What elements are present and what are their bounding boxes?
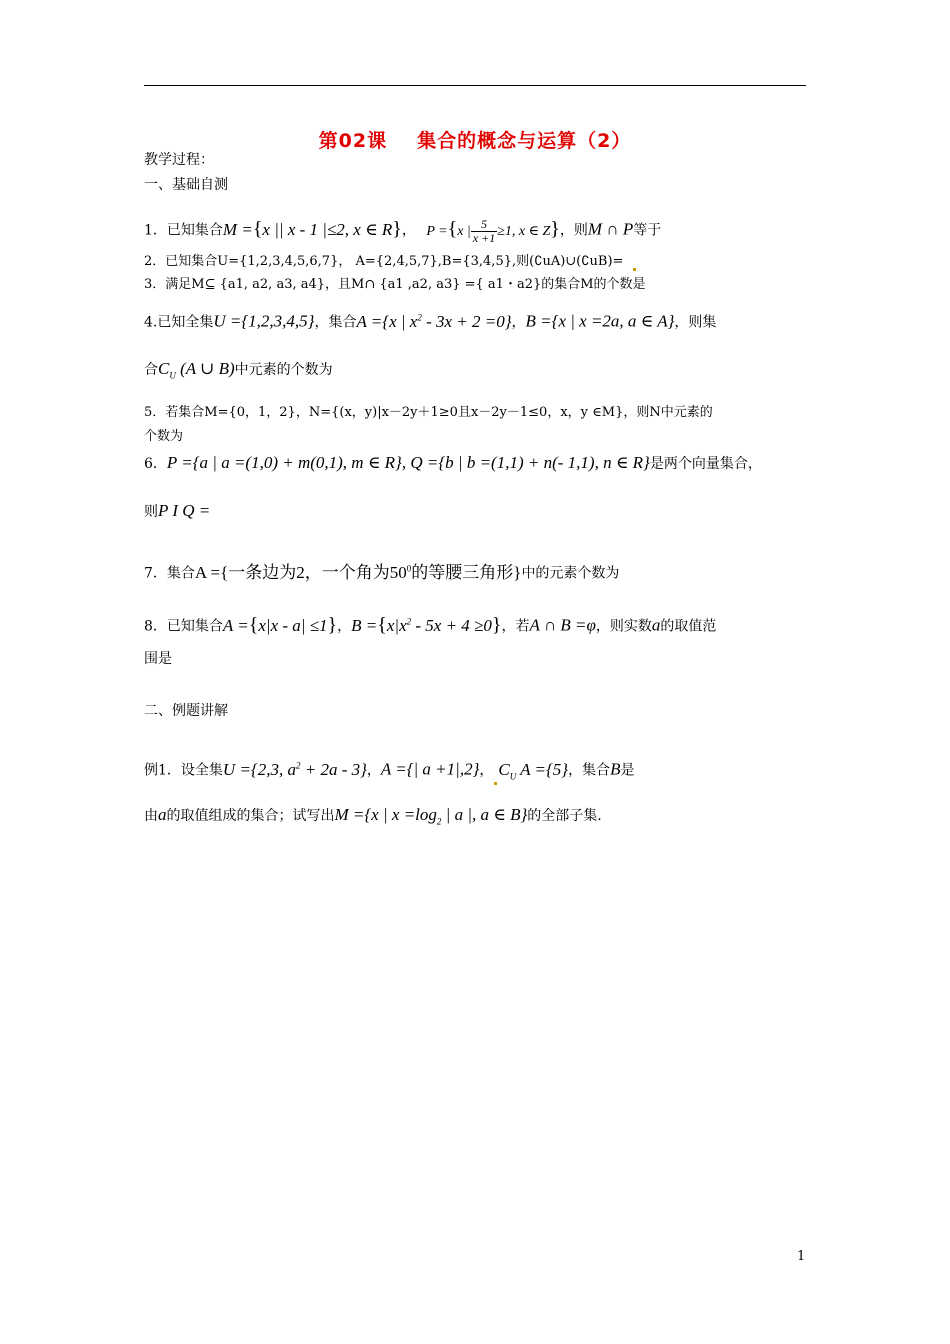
q1-set-p: P ={x | $\frac{5}{x +1}$ ≥1, x ∈ Z} [426,217,560,245]
q8-set-b: $B =\{x|x^2 - 5x + 4 \ge 0\}$ [351,613,502,636]
section-heading-basics: 一、基础自测 [144,177,228,193]
question-6 [144,454,808,473]
question-8 [144,612,808,636]
ex1-line2-pre: 由 [144,808,158,824]
q4-set-a: A ={x | $x^2 - 3x + 2 =0$} [356,311,512,331]
q1-sep: ， [401,222,416,239]
question-8-cont: 围是 [144,651,172,667]
question-4-cont [144,360,808,384]
q4-universal-set: U ={1,2,3,4,5} [213,311,315,331]
question-5-cont: 个数为 [144,429,184,444]
q6-tail: 是两个向量集合， [649,456,762,472]
q4-line2-pre: 合 [144,362,158,378]
ex1-var-a: a [158,805,167,824]
example-1-cont [144,806,808,830]
q7-set: A ={一条边为2，一个角为$50^0$的等腰三角形} [194,562,522,582]
q1-label: 1．已知集合 [144,222,223,239]
ex1-sep2: ， [479,762,494,779]
q7-tail: 中的元素个数为 [521,565,620,582]
q6-sets: P ={a | a =(1,0) + m(0,1), m ∈ R}, Q ={b | b =(1,1) + n(- 1,1), n ∈ R} [166,453,650,472]
q1-tail: 等于 [633,222,662,239]
q8-tail: ，则实数 [595,618,652,635]
header-rule [144,85,806,86]
q4-set-b: B ={x | x =2a, a ∈ A} [525,311,675,331]
ex1-set-m: M ={x | $x =\log_2$ | a |, a ∈ B} [334,805,528,827]
page-number: 1 [797,1249,806,1264]
ex1-universal-set: U ={2,3, $a^2 + 2a - 3$} [222,759,367,779]
ex1-sep1: ， [366,762,381,779]
question-1 [144,218,808,245]
q8-tail2: 的取值范 [660,618,717,635]
lesson-topic: 集合的概念与运算（2） [417,130,632,152]
question-6-cont [144,502,808,521]
q4-sep1: ，集合 [314,314,357,331]
section-heading-examples: 二、例题讲解 [144,703,228,719]
ex1-line2-tail: 的全部子集. [527,808,602,824]
q4-label: 4.已知全集 [144,314,214,331]
q4-line2-tail: 中元素的个数为 [234,362,333,378]
question-3: 3．满足M⊆ {a1, a2, a3, a4}，且M∩ {a1 ,a2, a3} ={ a1・a2}的集合M的个数是 [144,277,646,292]
q4-tail: ，则集 [674,314,717,331]
question-7 [144,559,808,583]
q7-label: 7．集合 [144,565,195,582]
q8-condition: A ∩ B =φ [529,615,596,635]
lesson-number: 第02课 [318,130,388,152]
ex1-tail: ，集合 [568,762,611,779]
ex1-tail2: 是 [620,762,635,779]
q8-sep1: ， [337,618,352,635]
ex1-label: 例1．设全集 [144,762,223,779]
q1-then: ，则 [559,222,588,239]
q1-set-m: M ={x || x - 1 |≤2, x ∈ R} [222,217,402,240]
q8-var-a: a [651,615,661,635]
q4-sep2: ， [511,314,526,331]
teaching-process-label: 教学过程： [144,152,214,168]
q8-label: 8．已知集合 [144,618,223,635]
question-4 [144,308,808,332]
q6-intersection: P I Q = [158,501,211,520]
q8-set-a: A ={x|x - a| ≤1} [222,613,338,636]
ex1-var-b: B [610,759,621,779]
question-5: 5．若集合M={0，1，2}，N={(x，y)|x－2y＋1≥0且x－2y－1≤0，x，y ∈M}，则N中元素的 [144,405,713,420]
question-2: 2．已知集合U={1,2,3,4,5,6,7}， A={2,4,5,7},B={3,4,5},则(∁uA)∪(∁uB)= [144,253,808,271]
example-1 [144,756,808,785]
q6-line2-pre: 则 [144,504,158,520]
ex1-complement: $C_U$ A ={5} [498,759,569,782]
ex1-set-a: A ={| a +1|,2} [380,759,480,779]
lesson-title [0,126,950,153]
q4-complement-expr: $C_U$ (A ∪ B) [158,359,235,381]
q8-sep2: ，若 [501,618,530,635]
ex1-line2-mid: 的取值组成的集合；试写出 [166,808,335,824]
q1-expr: M ∩ P [587,219,634,239]
q6-label: 6． [144,456,167,472]
